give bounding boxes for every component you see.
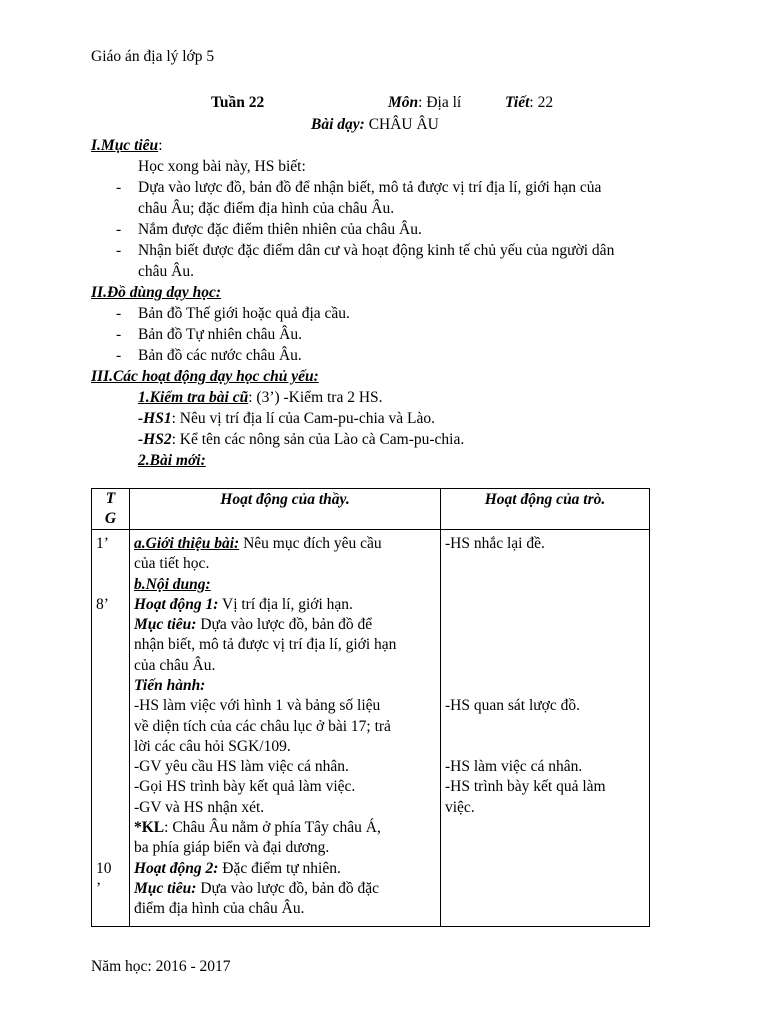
subject — [388, 94, 461, 112]
review-line — [138, 388, 383, 408]
lesson-plan-table — [91, 488, 650, 927]
week-label — [211, 94, 264, 112]
material-item-3: Bản đồ các nước châu Âu. — [138, 347, 302, 364]
list-dash: - — [116, 326, 122, 343]
objective-2-label: Mục tiêu: — [134, 880, 197, 897]
activity-2-label: Hoạt động 2: — [134, 860, 219, 877]
review-text: : (3’) -Kiểm tra 2 HS. — [248, 389, 383, 406]
lesson-number-label: Tiết — [505, 94, 530, 111]
week-label-text: Tuần — [211, 94, 245, 111]
lesson-title-label: Bài dạy: — [311, 116, 365, 133]
material-item-1: Bản đồ Thế giới hoặc quả địa cầu. — [138, 305, 350, 322]
time-column — [92, 530, 130, 927]
time-1: 1’ — [96, 535, 109, 552]
lesson-number — [505, 94, 553, 112]
lesson-title-value: CHÂU ÂU — [364, 116, 439, 133]
document-footer: Năm học: 2016 - 2017 — [91, 958, 231, 975]
header-time: T G — [92, 489, 130, 530]
objective-item-1-line-1: Dựa vào lược đồ, bản đồ để nhận biết, mô tả được vị trí địa lí, giới hạn của — [138, 179, 602, 196]
objective-item-3-line-2: châu Âu. — [138, 263, 194, 280]
time-3: 10 — [96, 860, 112, 877]
subject-value: : Địa lí — [418, 94, 462, 111]
header-student-activity: Hoạt động của trò. — [441, 489, 650, 530]
section-activities-heading: III.Các hoạt động dạy học chủ yếu: — [91, 368, 319, 385]
material-item-2: Bản đồ Tự nhiên châu Âu. — [138, 326, 302, 343]
document-header: Giáo án địa lý lớp 5 — [91, 48, 215, 65]
table-row — [92, 530, 650, 927]
subject-label: Môn — [388, 94, 419, 111]
week-number: 22 — [248, 94, 265, 111]
list-dash: - — [116, 242, 122, 259]
objective-item-2: Nắm được đặc điểm thiên nhiên của châu Âu. — [138, 221, 422, 238]
list-dash: - — [116, 305, 122, 322]
section-objectives-heading: I.Mục tiêu: — [91, 137, 163, 154]
conclusion-label: *KL — [134, 819, 165, 836]
lesson-number-value: : 22 — [529, 94, 554, 111]
teacher-column: a.Giới thiệu bài: Nêu mục đích yêu cầu của tiết học. b.Nội dung: Hoạt động 1: Vị trí địa lí, giới hạn. Mục tiêu: Dựa vào lược đồ, bản đồ để nhận biết, mô tả được vị trí địa lí, giới hạn của châu Âu. Tiến hành: -HS làm việc với hình 1 và bảng số liệu về diện tích của các châu lục ở bài 17; trả lời các câu hỏi SGK/109. -GV yêu cầu HS làm việc cá nhân. -Gọi HS trình bày kết quả làm việc. -GV và HS nhận xét. *KL: Châu Âu nằm ở phía Tây châu Á, ba phía giáp biển và đại dương. Hoạt động 2: Đặc điểm tự nhiên. Mục tiêu: Dựa vào lược đồ, bản đồ đặc điểm địa hình của châu Âu. — [130, 530, 441, 927]
list-dash: - — [116, 347, 122, 364]
objectives-intro: Học xong bài này, HS biết: — [138, 158, 306, 175]
content-label: b.Nội dung: — [134, 576, 211, 593]
new-lesson-label: 2.Bài mới: — [138, 452, 206, 469]
objective-item-1-line-2: châu Âu; đặc điểm địa hình của châu Âu. — [138, 200, 395, 217]
review-hs2: -HS2: Kể tên các nông sản của Lào cà Cam-pu-chia. — [138, 431, 465, 448]
time-3-mark: ’ — [96, 880, 102, 897]
review-label: 1.Kiểm tra bài cũ — [138, 389, 249, 406]
section-materials-heading: II.Đồ dùng dạy học: — [91, 284, 222, 301]
procedure-label: Tiến hành: — [134, 677, 206, 694]
activity-1-label: Hoạt động 1: — [134, 596, 219, 613]
objective-1-label: Mục tiêu: — [134, 616, 197, 633]
header-teacher-activity: Hoạt động của thầy. — [130, 489, 441, 530]
student-column: -HS nhắc lại đề. -HS quan sát lược đồ. -HS làm việc cá nhân. -HS trình bày kết quả làm việc. — [441, 530, 650, 927]
review-hs1: -HS1: Nêu vị trí địa lí của Cam-pu-chia và Lào. — [138, 410, 436, 427]
list-dash: - — [116, 221, 122, 238]
lesson-title — [311, 116, 439, 134]
list-dash: - — [116, 179, 122, 196]
time-2: 8’ — [96, 596, 109, 613]
objective-item-3-line-1: Nhận biết được đặc điểm dân cư và hoạt động kinh tế chủ yếu của người dân — [138, 242, 615, 259]
table-header-row — [92, 489, 650, 530]
